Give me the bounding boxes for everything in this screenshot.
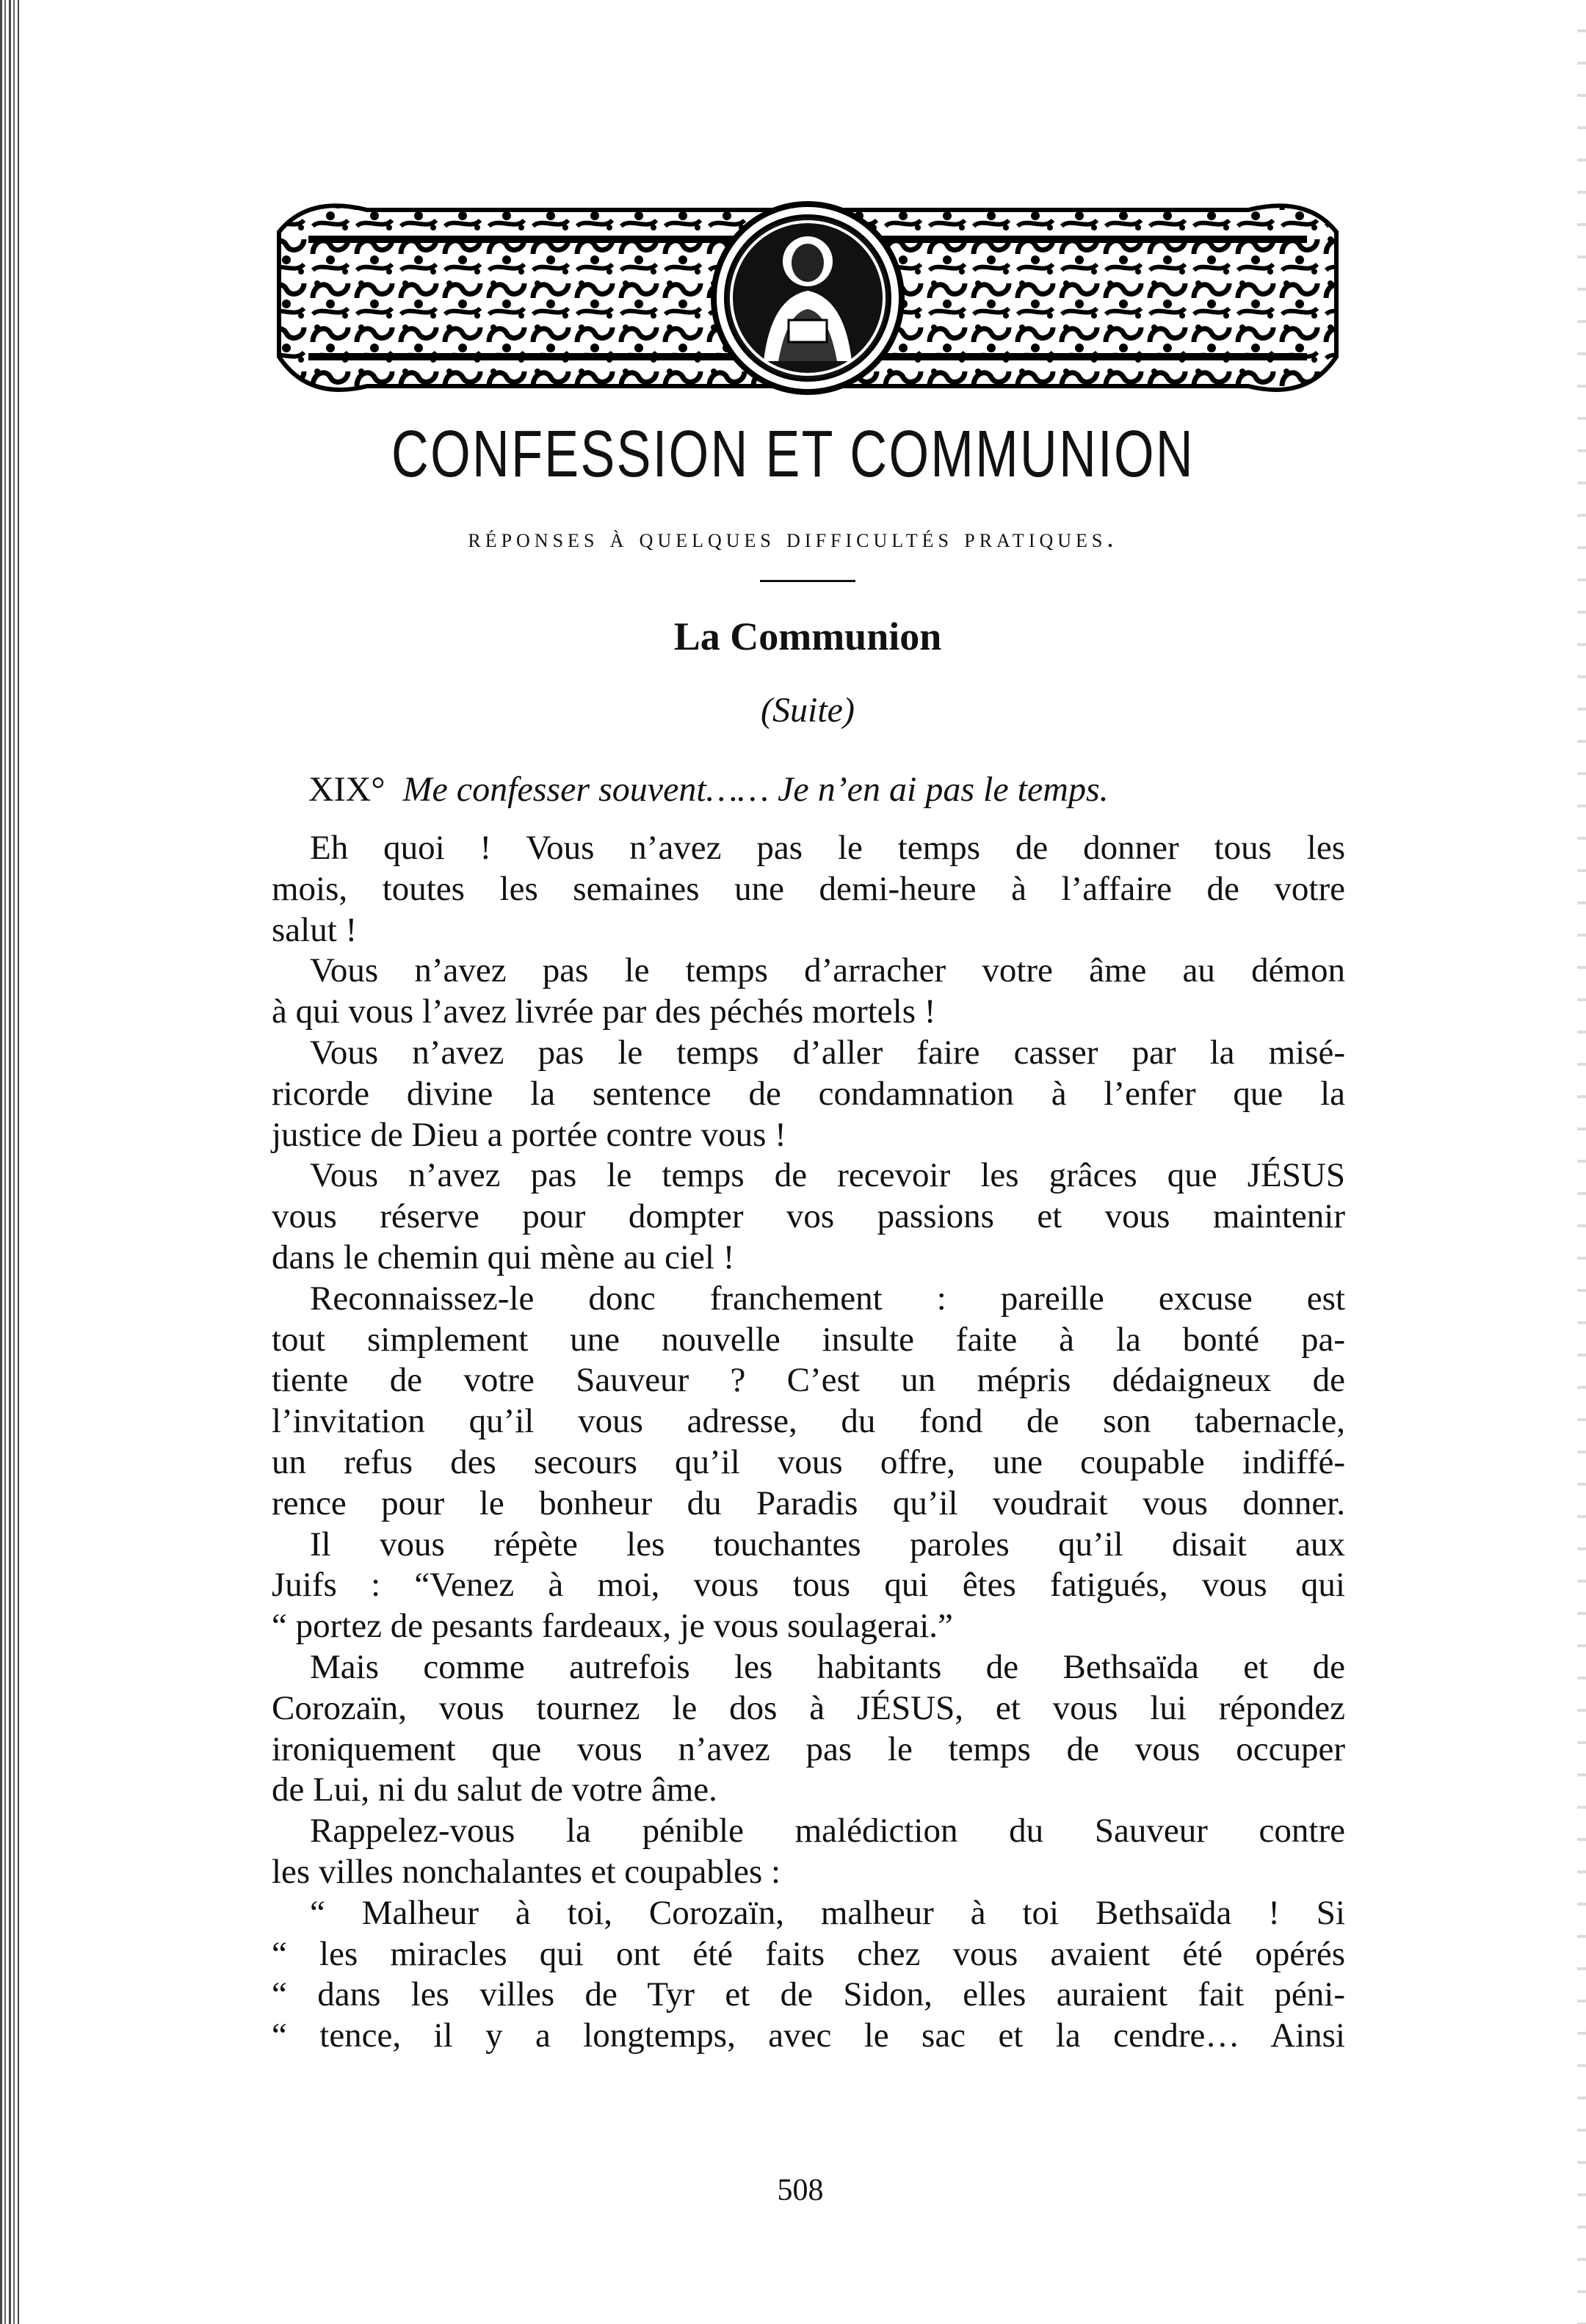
text-line: à qui vous l’avez livrée par des péchés mortels ! bbox=[272, 992, 936, 1031]
text-line: vous réserve pour dompter vos passions et vous maintenir bbox=[272, 1197, 1345, 1236]
text-line: Vous n’avez pas le temps de recevoir les grâces que JÉSUS bbox=[310, 1156, 1345, 1195]
text-line: tiente de votre Sauveur ? C’est un mépris dédaigneux de bbox=[272, 1361, 1345, 1400]
text-line: Mais comme autrefois les habitants de Bethsaïda et de bbox=[310, 1647, 1345, 1686]
decorative-headpiece bbox=[264, 188, 1351, 408]
text-line: dans le chemin qui mène au ciel ! bbox=[272, 1238, 735, 1277]
question-number: XIX° bbox=[308, 770, 385, 809]
text-line: Corozaïn, vous tournez le dos à JÉSUS, et vous lui répondez bbox=[272, 1688, 1345, 1727]
question-text: Me confesser souvent…… Je n’en ai pas le temps. bbox=[402, 770, 1109, 809]
text-line: de Lui, ni du salut de votre âme. bbox=[272, 1771, 717, 1809]
text-line: les villes nonchalantes et coupables : bbox=[272, 1852, 781, 1891]
text-line: mois, toutes les semaines une demi-heure à l’affaire de votre bbox=[272, 869, 1345, 908]
page-title: CONFESSION ET COMMUNION bbox=[391, 418, 1195, 491]
text-line: ironiquement que vous n’avez pas le temps de vous occuper bbox=[272, 1729, 1345, 1768]
page-subtitle: réponses à quelques difficultés pratiques. bbox=[468, 523, 1118, 553]
text-line: Vous n’avez pas le temps d’aller faire casser par la misé- bbox=[310, 1033, 1345, 1072]
text-line: rence pour le bonheur du Paradis qu’il voudrait vous donner. bbox=[272, 1484, 1345, 1522]
question-heading bbox=[308, 769, 1336, 810]
text-line: “ tence, il y a longtemps, avec le sac et la cendre… Ainsi bbox=[272, 2016, 1345, 2055]
body-text bbox=[272, 828, 1345, 2057]
text-line: Eh quoi ! Vous n’avez pas le temps de donner tous les bbox=[310, 829, 1345, 867]
text-line: Vous n’avez pas le temps d’arracher votre âme au démon bbox=[310, 951, 1345, 990]
text-line: un refus des secours qu’il vous offre, une coupable indiffé- bbox=[272, 1442, 1345, 1481]
text-line: justice de Dieu a portée contre vous ! bbox=[272, 1115, 786, 1154]
continuation-note: (Suite) bbox=[761, 691, 855, 730]
text-line: Rappelez-vous la pénible malédiction du Sauveur contre bbox=[310, 1812, 1345, 1851]
divider bbox=[760, 580, 855, 582]
text-line: “ portez de pesants fardeaux, je vous soulagerai.” bbox=[272, 1607, 953, 1646]
text-line: Il vous répète les touchantes paroles qu’il disait aux bbox=[310, 1525, 1345, 1564]
text-line: ricorde divine la sentence de condamnation à l’enfer que la bbox=[272, 1074, 1345, 1113]
text-line: Reconnaissez-le donc franchement : pareille excuse est bbox=[310, 1279, 1345, 1318]
text-line: salut ! bbox=[272, 910, 358, 949]
text-line: “ Malheur à toi, Corozaïn, malheur à toi Bethsaïda ! Si bbox=[310, 1893, 1345, 1932]
section-heading: La Communion bbox=[673, 614, 942, 658]
text-line: Juifs : “Venez à moi, vous tous qui êtes fatigués, vous qui bbox=[272, 1566, 1345, 1605]
book-spine-edge bbox=[0, 0, 19, 2324]
text-line: “ les miracles qui ont été faits chez vous avaient été opérés bbox=[272, 1934, 1345, 1973]
text-line: tout simplement une nouvelle insulte faite à la bonté pa- bbox=[272, 1320, 1345, 1359]
text-line: l’invitation qu’il vous adresse, du fond de son tabernacle, bbox=[272, 1402, 1345, 1441]
text-line: “ dans les villes de Tyr et de Sidon, elles auraient fait péni- bbox=[272, 1975, 1345, 2014]
page-edge bbox=[1577, 0, 1586, 2324]
page-number: 508 bbox=[777, 2174, 824, 2207]
